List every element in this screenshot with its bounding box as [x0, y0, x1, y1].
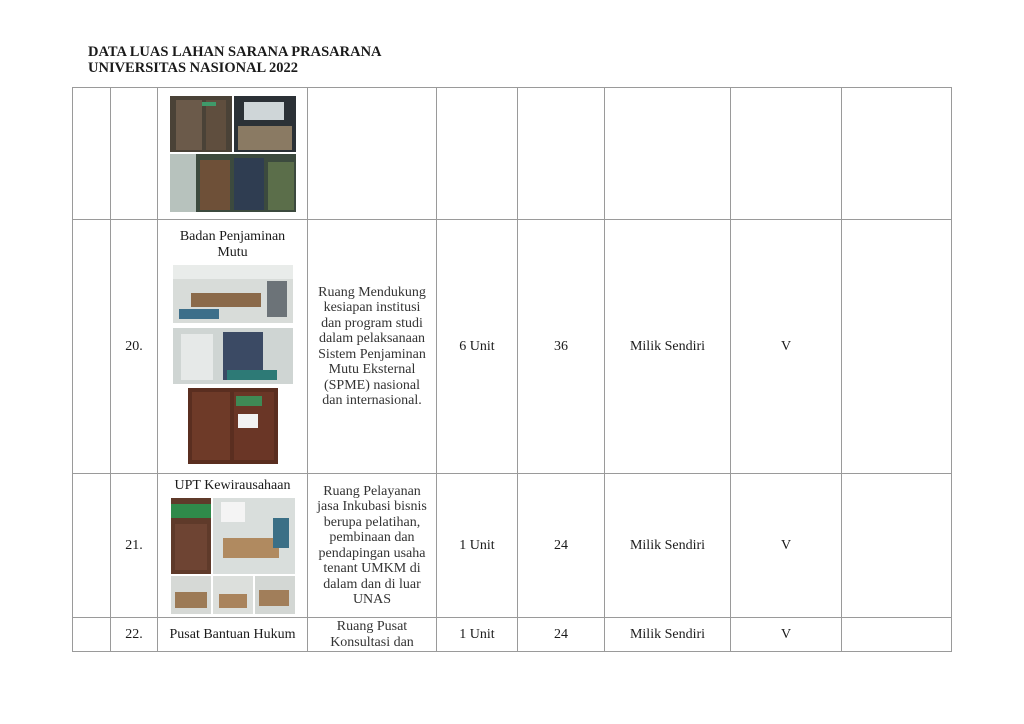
table-row [73, 88, 952, 220]
count-cell: 6 Unit [437, 220, 518, 474]
ownership-cell: Milik Sendiri [605, 618, 731, 652]
facility-name: UPT Kewirausahaan [174, 477, 291, 493]
description-cell: Ruang Pelayanan jasa Inkubasi bisnis berupa pelatihan, pembinaan dan pendapingan usaha tenant UMKM di dalam dan di luar UNAS [308, 474, 437, 618]
empty-cell [73, 220, 111, 474]
photo-cell [158, 474, 308, 618]
meeting-room-photo [173, 265, 293, 323]
check-cell: V [731, 618, 842, 652]
door-photo [170, 96, 232, 152]
extra-cell [842, 618, 952, 652]
check-cell: V [731, 474, 842, 618]
facility-name: Pusat Bantuan Hukum [158, 618, 308, 652]
document-header [88, 44, 382, 76]
header-title-line1: DATA LUAS LAHAN SARANA PRASARANA [88, 44, 382, 60]
facility-table [72, 87, 952, 652]
table-row [73, 220, 952, 474]
incubator-sign-photo [171, 498, 211, 574]
office-door-photo [188, 388, 278, 464]
ownership-cell: Milik Sendiri [605, 220, 731, 474]
empty-cell [73, 618, 111, 652]
description-cell: Ruang Pusat Konsultasi dan [308, 618, 437, 652]
meeting-table-photo [213, 498, 295, 574]
ownership-cell [605, 88, 731, 220]
description-cell [308, 88, 437, 220]
photo-cell [158, 220, 308, 474]
row-number: 20. [111, 220, 158, 474]
area-cell: 24 [518, 618, 605, 652]
row-number: 21. [111, 474, 158, 618]
area-cell: 36 [518, 220, 605, 474]
photo-mosaic [170, 96, 296, 212]
row-number [111, 88, 158, 220]
count-cell: 1 Unit [437, 474, 518, 618]
library-room-photo [234, 96, 296, 152]
area-cell: 24 [518, 474, 605, 618]
archive-shelves-photo [170, 154, 296, 212]
header-title-line2: UNIVERSITAS NASIONAL 2022 [88, 60, 299, 76]
empty-cell [73, 88, 111, 220]
facility-name: Badan Penjaminan Mutu [179, 229, 286, 260]
office-room-photo-1 [171, 576, 211, 614]
check-cell [731, 88, 842, 220]
office-room-photo-2 [213, 576, 253, 614]
table-row [73, 474, 952, 618]
count-cell: 1 Unit [437, 618, 518, 652]
row-number: 22. [111, 618, 158, 652]
office-room-photo-3 [255, 576, 295, 614]
extra-cell [842, 474, 952, 618]
empty-cell [73, 474, 111, 618]
bookshelf-office-photo [173, 328, 293, 384]
photo-cell [158, 88, 308, 220]
photo-mosaic [171, 498, 295, 614]
ownership-cell: Milik Sendiri [605, 474, 731, 618]
extra-cell [842, 220, 952, 474]
extra-cell [842, 88, 952, 220]
table-row [73, 618, 952, 652]
description-cell: Ruang Mendukung kesiapan institusi dan program studi dalam pelaksanaan Sistem Penjaminan Mutu Eksternal (SPME) nasional dan internasional. [308, 220, 437, 474]
area-cell [518, 88, 605, 220]
count-cell [437, 88, 518, 220]
check-cell: V [731, 220, 842, 474]
